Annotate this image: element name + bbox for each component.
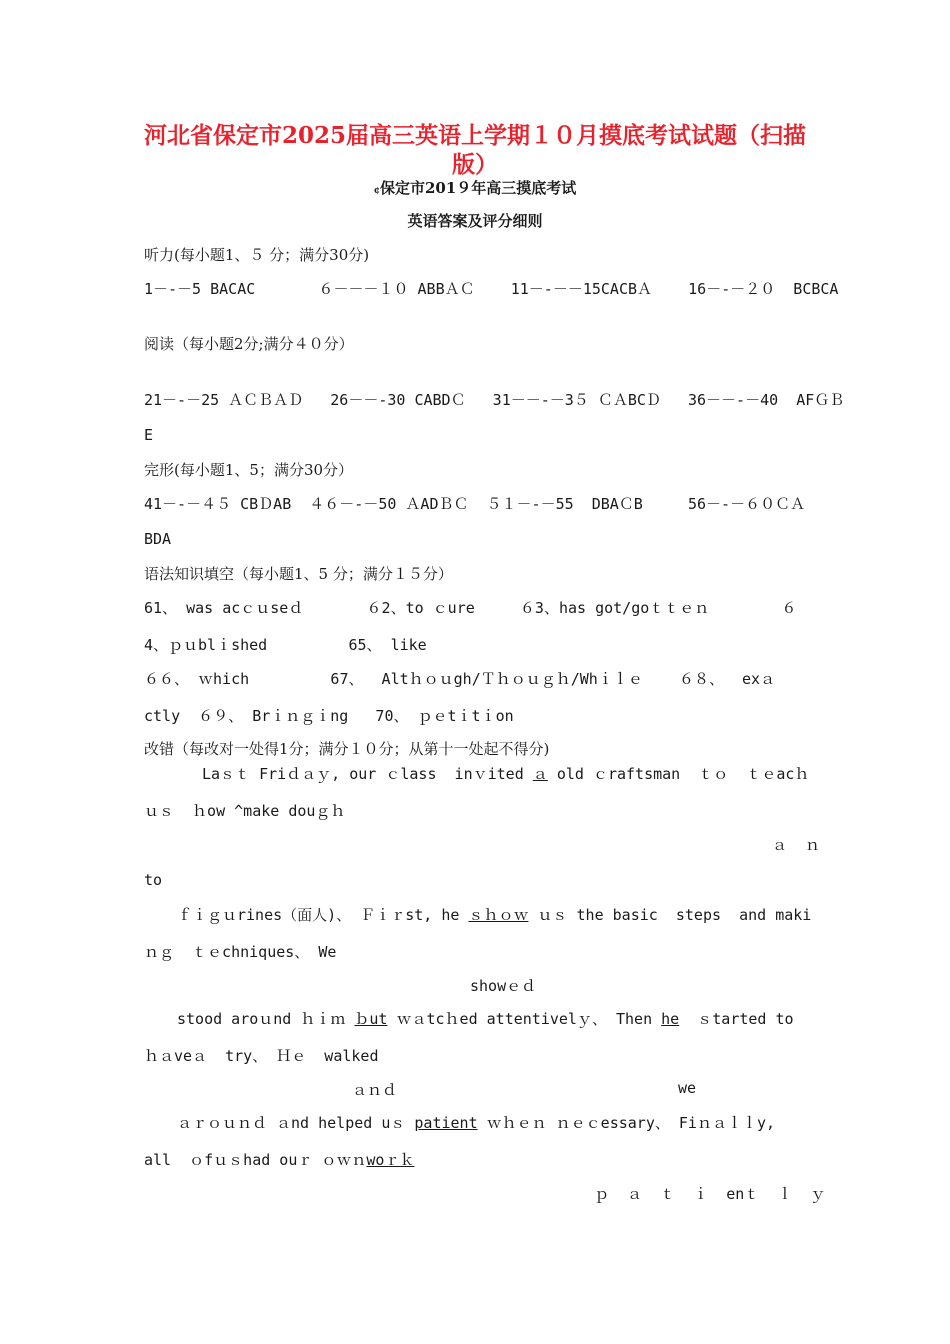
correction-note-to: to (144, 871, 163, 889)
listening-answers: 1－-－5 BACAC ６－－－１０ ABBＡＣ 11－-－－15CACBＡ 16－-－２０ BCBCA (144, 280, 839, 298)
grammar-line1: 61、 was acｃｕseｄ ６2、to ｃure ６3、has got/goｔｔｅｎ ６ (144, 599, 797, 617)
correction-header: 改错（每改对一处得1分；满分１０分；从第十一处起不得分) (144, 740, 550, 758)
correction-note-we: we (678, 1079, 697, 1097)
cloze-answers-cont: BDA (144, 530, 172, 548)
cloze-answers: 41－-－４５ CBＤAB ４６－-－50 ＡADＢＣ ５１－-－55 DBAＣB 56－-－６０ＣＡ (144, 495, 806, 513)
grammar-line4: ctly ６９、 Brｉｎｇｉng 70、 ｐｅtｉtｉon (144, 707, 514, 725)
marked-word-he: he (661, 1010, 680, 1028)
passage-line5: stood aroｕnd ｈｉｍ ｂut ｗａtcｈed attentivelｙ、 Then he ｓtarted to (177, 1010, 794, 1028)
correction-note-showed: showｅｄ (470, 977, 537, 995)
document-title-line2: 版） (452, 151, 498, 178)
marked-word-show: ｓｈｏｗ (468, 906, 529, 924)
answer-key-subtitle: 英语答案及评分细则 (407, 212, 543, 230)
correction-note-and: ａｎｄ (352, 1081, 398, 1099)
passage-line8: all ｏfｕｓhad ouｒ ｏｗｎwoｒｋ (144, 1151, 415, 1169)
grammar-line3: ６６、 ｗhich 67、 Altｈｏｕgh/Ｔｈｏｕｇｈ/Whｉｌｅ ６８、 exａ (144, 670, 776, 688)
marked-word-patient: patient (414, 1114, 478, 1132)
marked-word-a: ａ (532, 765, 548, 783)
grammar-header: 语法知识填空（每小题1、5 分；满分１５分） (144, 565, 453, 583)
reading-answers-cont: E (144, 426, 154, 444)
small-mark-icon: ¢ (373, 186, 380, 196)
marked-word-but: ｂut (354, 1010, 388, 1028)
passage-line6: ｈａveａ try、 Ｈｅ walked (144, 1047, 379, 1065)
reading-header: 阅读（每小题2分;满分４０分） (144, 335, 354, 353)
reading-answers: 21－-－25 ＡＣＢＡＤ 26－－-30 CABDＣ 31－－-－3５ ＣＡBCＤ 36－－-－40 AFＧＢ (144, 391, 845, 409)
passage-line7: ａｒｏｕｎｄ ａnd helped uｓ patient ｗｈｅｎ ｎｅｃessary、 Fiｎａｌｌy, (177, 1114, 776, 1132)
passage-line3: ｆｉｇｕrines（面人)、 Ｆｉｒst, he ｓｈｏｗ ｕｓ the basic steps and maki (177, 906, 812, 924)
passage-line1: Laｓｔ Friｄａｙ, our ｃlass inｖited ａ old ｃraftsman ｔｏ ｔｅacｈ (202, 765, 810, 783)
exam-subtitle (0, 177, 950, 198)
marked-word-work: woｒｋ (366, 1151, 415, 1169)
correction-note-patiently: ｐ ａ ｔ ｉ enｔ ｌ ｙ (594, 1185, 826, 1203)
cloze-header: 完形(每小题1、5；满分30分） (144, 461, 354, 479)
listening-header: 听力(每小题1、５ 分；满分30分) (144, 246, 370, 264)
passage-line2: ｕｓ ｈow ^make douｇｈ (144, 802, 346, 820)
passage-line4: ｎｇ ｔｅchniques、 We (144, 943, 337, 961)
document-title-line1: 河北省保定市2025届高三英语上学期１０月摸底考试试题（扫描 (143, 122, 806, 149)
correction-note-an: ａ ｎ (772, 836, 821, 854)
grammar-line2: 4、ｐｕblｉshed 65、 like (144, 636, 427, 654)
exam-subtitle-text: 保定市201９年高三摸底考试 (379, 179, 577, 197)
